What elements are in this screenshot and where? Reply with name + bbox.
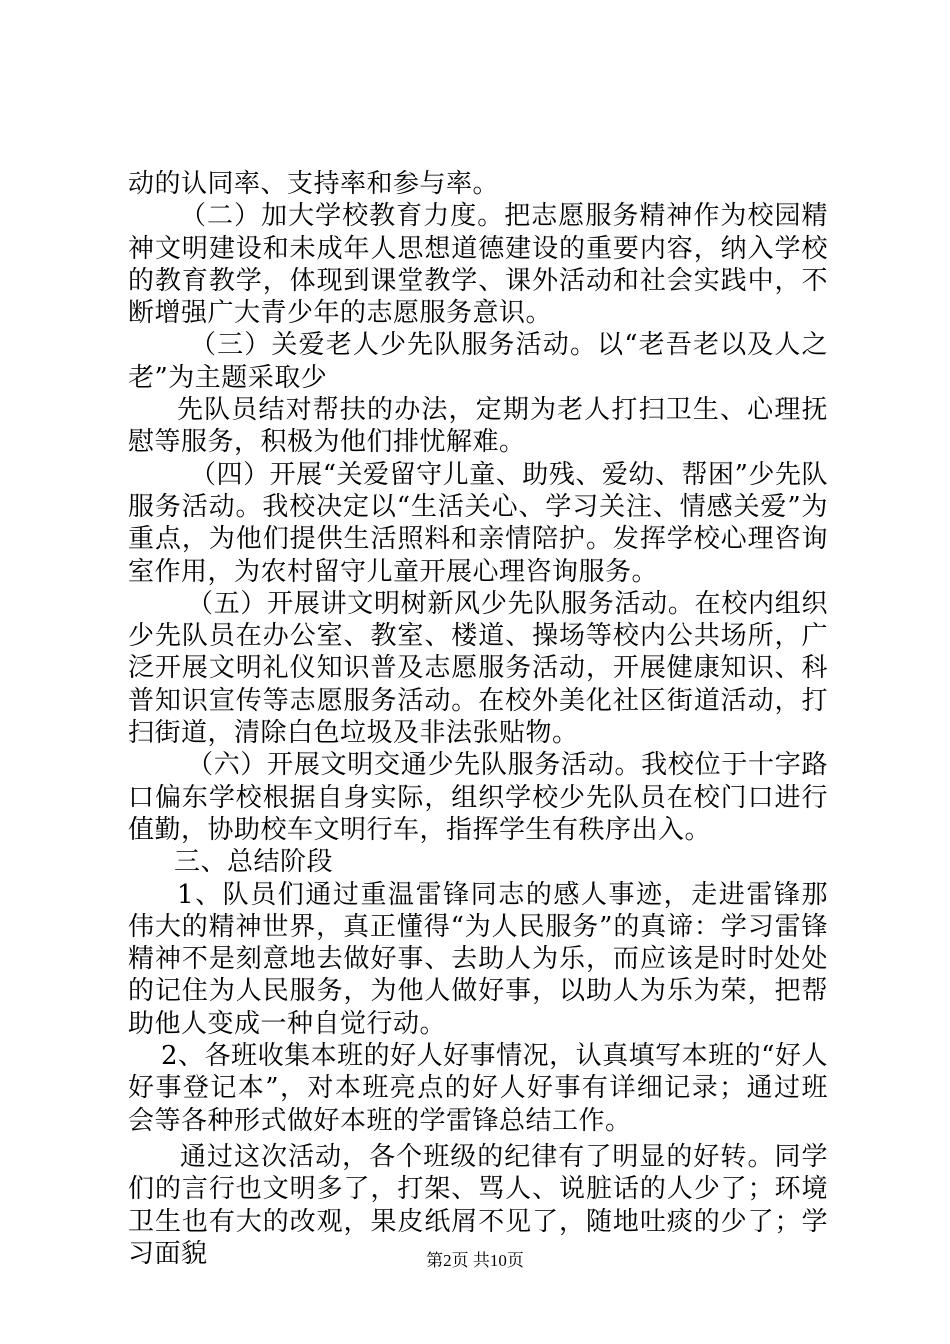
paragraph-1: 动的认同率、支持率和参与率。 <box>128 169 500 199</box>
paragraph-9: 1、队员们通过重温雷锋同志的感人事迹，走进雷锋那伟大的精神世界，真正懂得“为人民服务”的真谛：学习雷锋精神不是刻意地去做好事、去助人为乐，而应该是时时处处的记住为人民服务，为他人做好事，以助人为乐为荣，把帮助他人变成一种自觉行动。 <box>128 879 828 1039</box>
paragraph-6: （五）开展讲文明树新风少先队服务活动。在校内组织少先队员在办公室、教室、楼道、操场等校内公共场所，广泛开展文明礼仪知识普及志愿服务活动，开展健康知识、科普知识宣传等志愿服务活动。在校外美化社区街道活动，打扫街道，清除白色垃圾及非法张贴物。 <box>128 588 828 749</box>
paragraph-5: （四）开展“关爱留守儿童、助残、爱幼、帮困”少先队服务活动。我校决定以“生活关心、学习关注、情感关爱”为重点，为他们提供生活照料和亲情陪护。发挥学校心理咨询室作用，为农村留守儿童开展心理咨询服务。 <box>128 459 828 587</box>
paragraph-11: 通过这次活动，各个班级的纪律有了明显的好转。同学们的言行也文明多了，打架、骂人、说脏话的人少了；环境卫生也有大的改观，果皮纸屑不见了，随地吐痰的少了；学习面貌 <box>128 1141 828 1269</box>
paragraph-2: （二）加大学校教育力度。把志愿服务精神作为校园精神文明建设和未成年人思想道德建设的重要内容，纳入学校的教育教学，体现到课堂教学、课外活动和社会实践中，不断增强广大青少年的志愿服务意识。 <box>128 201 828 329</box>
paragraph-10: 2、各班收集本班的好人好事情况，认真填写本班的“好人好事登记本”，对本班亮点的好人好事有详细记录；通过班会等各种形式做好本班的学雷锋总结工作。 <box>128 1041 828 1136</box>
page-number-footer: 第2页 共10页 <box>426 1251 524 1270</box>
section-heading: 三、总结阶段 <box>174 847 334 878</box>
paragraph-7: （六）开展文明交通少先队服务活动。我校位于十字路口偏东学校根据自身实际，组织学校少先队员在校门口进行值勤，协助校车文明行车，指挥学生有秩序出入。 <box>128 750 828 845</box>
paragraph-4: 先队员结对帮扶的办法，定期为老人打扫卫生、心理抚慰等服务，积极为他们排忧解难。 <box>128 395 828 458</box>
document-body <box>128 168 828 1270</box>
paragraph-3: （三）关爱老人少先队服务活动。以“老吾老以及人之老”为主题采取少 <box>128 330 828 393</box>
